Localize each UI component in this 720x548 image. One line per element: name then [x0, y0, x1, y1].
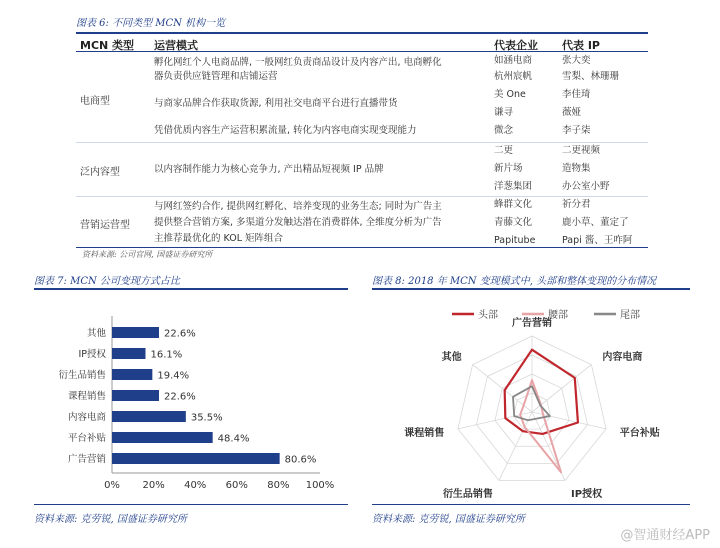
watermark: @智通财经APP: [620, 528, 710, 543]
table-cell-ip: 二更视频: [562, 145, 601, 156]
table-cell-company: 微念: [494, 125, 514, 136]
table-source: 资料来源: 公司官网, 国盛证券研究所: [82, 250, 213, 259]
data-label: 19.4%: [157, 370, 190, 382]
x-tick-label: 100%: [305, 480, 335, 491]
table-cell-ip: 鹿小草、董定了: [562, 217, 629, 228]
chart7-caption: 图表 7: MCN 公司变现方式占比: [34, 276, 180, 287]
bar-chart: [30, 296, 360, 506]
table-divider: [76, 142, 648, 143]
radar-axis-label: 广告营销: [512, 318, 552, 329]
legend-label: 头部: [478, 310, 498, 321]
table-bottom-rule: [76, 247, 648, 248]
chart7-source: 资料来源: 克劳锐, 国盛证券研究所: [34, 514, 187, 525]
chart8-caption: 图表 8: 2018 年 MCN 变现模式中, 头部和整体变现的分布情况: [372, 276, 657, 287]
radar-axis-label: 平台补贴: [619, 428, 660, 440]
table-cell-mode: 与商家品牌合作获取货源, 利用社交电商平台进行直播带货: [154, 98, 398, 109]
radar-axis-label: 衍生品销售: [442, 489, 493, 501]
table-cell-company: 杭州宸帆: [494, 71, 533, 82]
table-cell-mode: 孵化网红个人电商品牌, 一般网红负责商品设计及内容产出, 电商孵化: [154, 57, 442, 68]
category-label: 课程销售: [67, 391, 106, 402]
table-cell-company: 美 One: [494, 89, 526, 100]
table-cell-ip: 张大奕: [562, 55, 591, 66]
bar: [112, 411, 186, 422]
table-cell-ip: 李佳琦: [562, 89, 591, 100]
bar: [112, 369, 152, 380]
radar-chart: [372, 294, 690, 504]
table-cell-company: 如涵电商: [494, 55, 533, 66]
table-cell-ip: 办公室小野: [562, 181, 610, 192]
header-ips: 代表 IP: [562, 39, 600, 52]
bar: [112, 327, 159, 338]
chart7-top-rule: [34, 288, 348, 290]
bar: [112, 390, 159, 401]
table-cell-ip: 雪梨、林珊珊: [562, 71, 620, 82]
table-cell-company: 新片场: [494, 163, 523, 174]
category-label: 衍生品销售: [58, 370, 106, 381]
table-cell-mode: 与网红签约合作, 提供网红孵化、培养变现的业务生态; 同时为广告主: [154, 201, 442, 212]
table-header-row: [76, 32, 648, 52]
data-label: 22.6%: [164, 391, 196, 403]
data-label: 35.5%: [190, 412, 223, 424]
category-label: 其他: [86, 328, 106, 339]
category-label: IP授权: [78, 349, 106, 360]
table-cell-company: 蜂群文化: [494, 199, 533, 210]
data-label: 48.4%: [217, 433, 250, 445]
bar: [112, 453, 280, 464]
radar-axis-label: 内容电商: [602, 351, 643, 363]
category-label: 广告营销: [67, 454, 106, 465]
table-cell-mode: 主推荐最优化的 KOL 矩阵组合: [154, 233, 284, 244]
table-category: 营销运营型: [80, 220, 130, 231]
table-cell-ip: 祈分君: [562, 199, 591, 210]
radar-axis-label: 其他: [441, 351, 462, 363]
legend-label: 腰部: [548, 310, 568, 321]
chart8-source: 资料来源: 克劳锐, 国盛证券研究所: [372, 514, 525, 525]
bar: [112, 348, 145, 359]
category-label: 平台补贴: [67, 433, 106, 444]
radar-axis-label: IP授权: [571, 489, 603, 501]
table-cell-company: 二更: [494, 145, 514, 156]
x-tick-label: 0%: [104, 480, 120, 491]
table-cell-ip: 薇娅: [562, 107, 582, 118]
table-cell-ip: Papi 酱、王咋阿: [562, 235, 633, 246]
mcn-type-table: [76, 32, 648, 247]
data-label: 22.6%: [164, 328, 196, 340]
radar-axis-label: 课程销售: [404, 428, 445, 440]
table-cell-ip: 李子柒: [562, 125, 591, 136]
bar: [112, 432, 213, 443]
header-mcn-type: MCN 类型: [80, 39, 135, 52]
chart8-top-rule: [372, 288, 690, 290]
header-companies: 代表企业: [494, 39, 538, 52]
table-caption: 图表 6: 不同类型 MCN 机构一览: [76, 18, 226, 29]
table-cell-company: 洋葱集团: [494, 181, 533, 192]
legend-label: 尾部: [620, 310, 640, 321]
x-tick-label: 80%: [267, 480, 290, 491]
category-label: 内容电商: [67, 412, 106, 423]
header-operation-mode: 运营模式: [154, 39, 198, 52]
table-divider: [76, 196, 648, 197]
chart8-bottom-rule: [372, 504, 690, 505]
data-label: 80.6%: [284, 454, 317, 466]
table-category: 电商型: [80, 96, 110, 107]
table-cell-company: Papitube: [494, 235, 536, 246]
table-cell-mode: 以内容制作能力为核心竞争力, 产出精品短视频 IP 品牌: [154, 164, 384, 175]
table-cell-company: 青藤文化: [494, 217, 533, 228]
table-cell-mode: 提供整合营销方案, 多渠道分发触达潜在消费群体, 全维度分析为广告: [154, 217, 442, 228]
table-cell-mode: 器负责供应链管理和店铺运营: [154, 71, 278, 82]
x-tick-label: 40%: [184, 480, 207, 491]
chart7-bottom-rule: [34, 504, 348, 505]
x-tick-label: 60%: [225, 480, 248, 491]
x-tick-label: 20%: [142, 480, 165, 491]
data-label: 16.1%: [150, 349, 183, 361]
radar-series-line: [505, 350, 578, 434]
table-category: 泛内容型: [80, 167, 120, 178]
table-cell-company: 谦寻: [494, 107, 514, 118]
table-cell-mode: 凭借优质内容生产运营积累流量, 转化为内容电商实现变现能力: [154, 125, 417, 136]
table-cell-ip: 造物集: [562, 163, 591, 174]
